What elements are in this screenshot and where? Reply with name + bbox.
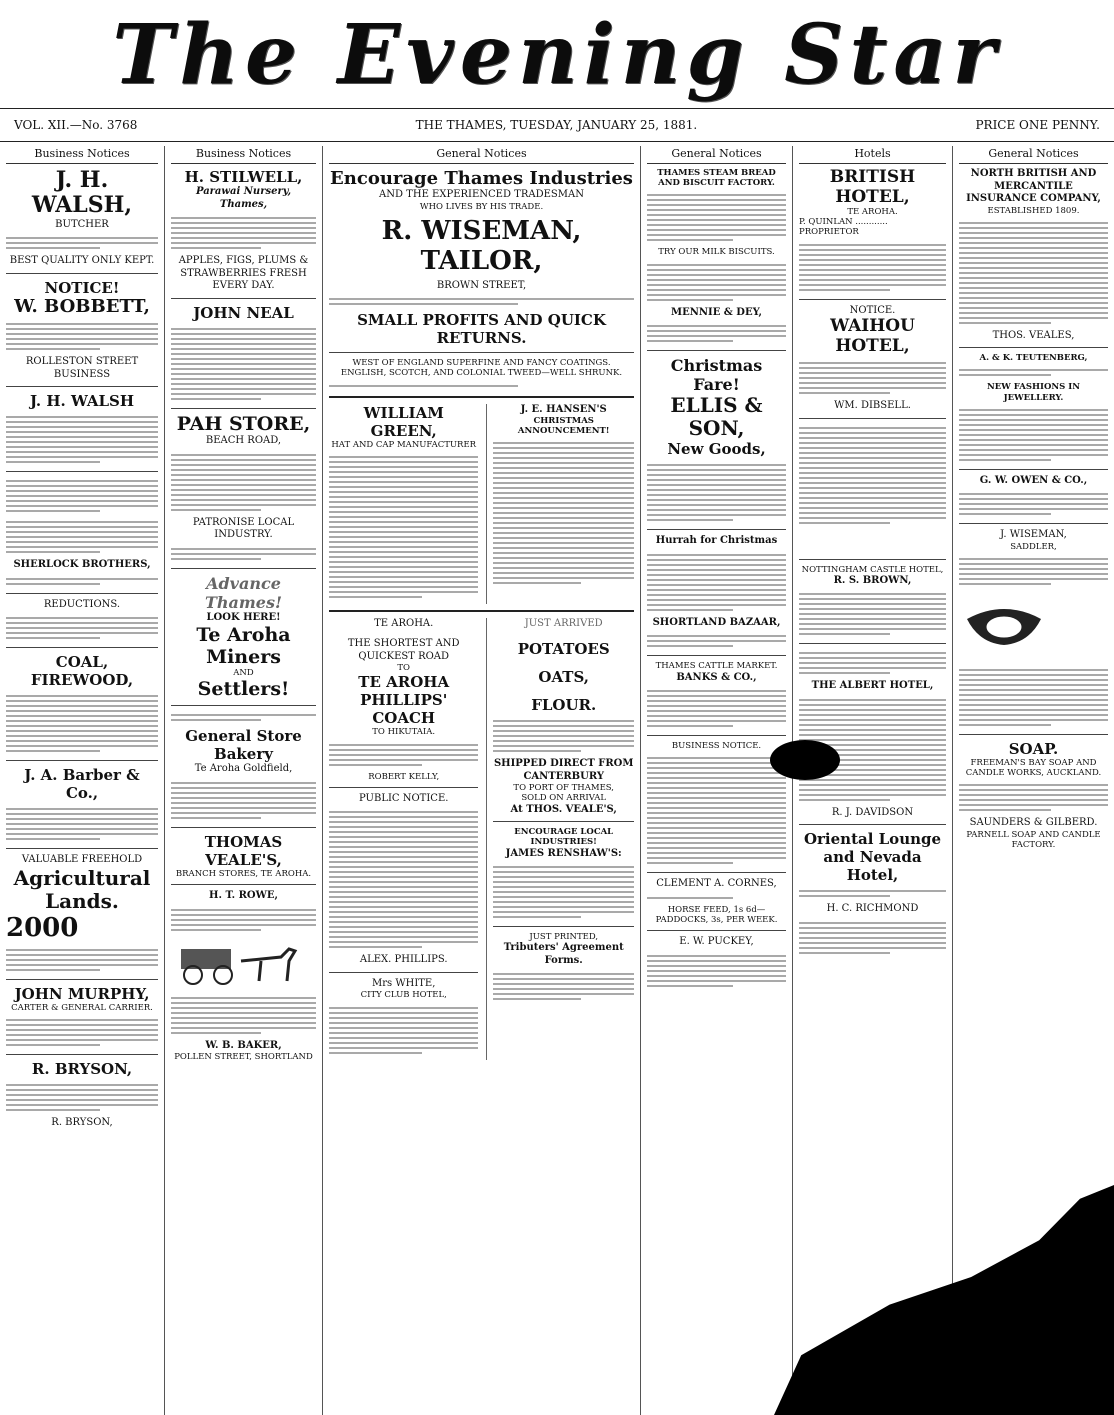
bryson-signature: R. BRYSON,	[51, 1116, 113, 1128]
baker-heading: W. B. BAKER,	[205, 1039, 282, 1051]
port-of-thames: TO PORT OF THAMES,	[513, 783, 614, 794]
text-block	[799, 359, 946, 397]
text-block	[6, 1016, 158, 1049]
te-aroha: TE AROHA.	[847, 207, 898, 218]
walsh-title-2: J. H. WALSH	[29, 392, 135, 411]
masthead	[0, 0, 1114, 110]
steam-bread: THAMES STEAM BREAD AND BISCUIT FACTORY.	[657, 168, 776, 189]
alex-phillips: ALEX. PHILLIPS.	[359, 954, 448, 966]
bobbett-title: W. BOBBETT,	[14, 295, 150, 317]
text-block	[647, 632, 786, 650]
text-block	[6, 692, 158, 755]
waihou-hotel: WAIHOU HOTEL,	[830, 316, 915, 356]
wiseman-saddler: J. WISEMAN,	[1000, 529, 1067, 541]
text-block	[959, 781, 1108, 814]
text-block	[6, 234, 158, 252]
english-scotch: ENGLISH, SCOTCH, AND COLONIAL TWEED—WELL SHRUNK.	[340, 368, 623, 379]
text-block	[6, 805, 158, 843]
rolleston-business: ROLLESTON STREET BUSINESS	[25, 356, 139, 380]
parnell-soap: PARNELL SOAP AND CANDLE FACTORY.	[966, 829, 1101, 850]
baker-address: POLLEN STREET, SHORTLAND	[174, 1052, 313, 1063]
look-here: LOOK HERE!	[206, 612, 281, 624]
shipped-direct: SHIPPED DIRECT FROM	[493, 758, 634, 770]
carriage-illustration	[171, 937, 311, 987]
christmas-fare: Christmas Fare!	[670, 356, 763, 395]
to-label: TO	[397, 663, 411, 674]
text-block	[171, 325, 316, 403]
text-block	[171, 545, 316, 563]
text-block	[329, 741, 478, 769]
text-block	[647, 461, 786, 524]
patronise: PATRONISE LOCAL INDUSTRY.	[192, 516, 295, 541]
text-block	[959, 555, 1108, 588]
branch-stores: BRANCH STORES, TE AROHA.	[175, 868, 312, 879]
text-block	[171, 214, 316, 252]
public-notice: PUBLIC NOTICE.	[358, 792, 449, 804]
sold-on-arrival: SOLD ON ARRIVAL	[521, 793, 607, 804]
barber-heading: J. A. Barber & Co.,	[24, 766, 140, 803]
nursery-heading: Parawai Nursery, Thames,	[195, 186, 292, 210]
text-block	[493, 717, 634, 755]
text-block	[171, 451, 316, 514]
puckey: E. W. PUCKEY,	[679, 936, 754, 948]
text-block	[6, 477, 158, 515]
text-block	[959, 406, 1108, 464]
rowe-heading: H. T. ROWE,	[209, 890, 278, 902]
text-block	[959, 666, 1108, 729]
price: PRICE ONE PENNY.	[975, 118, 1100, 132]
city-club: CITY CLUB HOTEL,	[360, 990, 447, 1001]
renshaw: JAMES RENSHAW'S:	[505, 847, 622, 859]
column-header: General Notices	[647, 146, 786, 164]
text-block	[647, 322, 786, 345]
freeman: FREEMAN'S BAY SOAP AND CANDLE WORKS, AUCKLAND.	[965, 757, 1102, 779]
place-and-date: THE THAMES, TUESDAY, JANUARY 25, 1881.	[415, 118, 698, 132]
murphy-sub: CARTER & GENERAL CARRIER.	[11, 1002, 153, 1013]
text-block	[647, 191, 786, 244]
veale-branch: THOMAS VEALE'S,	[204, 832, 283, 869]
potatoes-ad	[486, 618, 634, 1060]
text-block	[799, 649, 946, 677]
just-printed: JUST PRINTED,	[529, 932, 599, 942]
agricultural-lands: Agricultural Lands.	[13, 865, 151, 913]
pah-store: PAH STORE,	[176, 412, 311, 435]
text-block	[647, 952, 786, 990]
who-lives: WHO LIVES BY HIS TRADE.	[419, 201, 544, 212]
oats: OATS,	[538, 668, 589, 687]
column-header: General Notices	[329, 146, 634, 164]
mrs-white: Mrs WHITE,	[371, 977, 436, 989]
soap-heading: SOAP.	[1008, 739, 1059, 758]
text-block	[799, 241, 946, 294]
text-block	[799, 590, 946, 638]
davidson: R. J. DAVIDSON	[831, 806, 914, 818]
banks-co: BANKS & CO.,	[676, 671, 757, 683]
text-block	[329, 808, 478, 951]
goldfield: Te Aroha Goldfield,	[194, 763, 293, 775]
business-notice: BUSINESS NOTICE.	[671, 741, 762, 752]
text-block	[6, 518, 158, 556]
phillips-coach: PHILLIPS' COACH	[360, 691, 448, 728]
wiseman-tailor: R. WISEMAN, TAILOR,	[381, 215, 582, 276]
christmas-announcement: CHRISTMAS ANNOUNCEMENT!	[517, 416, 610, 437]
teutenberg: A. & K. TEUTENBERG,	[979, 353, 1088, 364]
rs-brown: R. S. BROWN,	[833, 574, 912, 586]
text-block	[799, 887, 946, 900]
text-block	[171, 779, 316, 822]
established: ESTABLISHED 1809.	[987, 205, 1080, 216]
west-of-england: WEST OF ENGLAND SUPERFINE AND FANCY COATINGS.	[352, 358, 611, 369]
north-british: NORTH BRITISH AND MERCANTILE INSURANCE COMPANY,	[966, 168, 1101, 204]
column-2	[165, 146, 323, 1415]
encourage-local: ENCOURAGE LOCAL INDUSTRIES!	[514, 827, 614, 848]
newspaper-title: The Evening Star	[112, 7, 1002, 103]
new-goods: New Goods,	[667, 440, 766, 459]
just-arrived: JUST ARRIVED	[524, 617, 603, 629]
thos-veales: THOS. VEALES,	[992, 329, 1075, 341]
text-block	[647, 551, 786, 614]
saddle-illustration	[959, 597, 1049, 653]
shortest: THE SHORTEST AND	[347, 638, 460, 650]
hansen-heading: J. E. HANSEN'S	[520, 403, 607, 415]
text-block	[6, 413, 158, 466]
text-block	[171, 711, 316, 724]
text-block	[171, 906, 316, 934]
acres-number: 2000	[6, 912, 79, 943]
text-block	[647, 754, 786, 867]
text-block	[171, 994, 316, 1037]
text-block	[329, 382, 634, 390]
owen-co: G. W. OWEN & CO.,	[979, 474, 1088, 486]
green-ad	[329, 404, 478, 604]
bakery: Bakery	[214, 745, 273, 764]
flour: FLOUR.	[531, 696, 597, 715]
ink-blot	[770, 740, 840, 780]
rotated-advertisements	[799, 424, 946, 554]
notice: NOTICE.	[849, 304, 896, 316]
bryson-heading: R. BRYSON,	[31, 1059, 133, 1078]
nottingham: NOTTINGHAM CASTLE HOTEL,	[801, 564, 944, 575]
text-block	[329, 453, 478, 601]
freehold-heading: VALUABLE FREEHOLD	[21, 854, 143, 866]
text-block	[647, 687, 786, 730]
shortland-bazaar: SHORTLAND BAZAAR,	[652, 616, 781, 628]
canterbury: CANTERBURY	[523, 770, 604, 782]
column-1	[0, 146, 165, 1415]
notice-heading: NOTICE!	[44, 278, 120, 297]
te-aroha-2: TE AROHA	[358, 673, 450, 692]
butcher-label: BUTCHER	[55, 218, 109, 230]
hansen-ad	[486, 404, 634, 604]
murphy-heading: JOHN MURPHY,	[14, 984, 150, 1003]
text-block	[493, 863, 634, 921]
quickest: QUICKEST ROAD	[358, 650, 450, 662]
text-block	[6, 1081, 158, 1114]
robert-kelly: ROBERT KELLY,	[368, 771, 440, 782]
hikutaia: TO HIKUTAIA.	[372, 727, 436, 738]
mennie-dey: MENNIE & DEY,	[671, 306, 762, 318]
pah-sub: BEACH ROAD,	[205, 435, 282, 447]
text-block	[329, 295, 634, 308]
text-block	[959, 366, 1108, 379]
column-header: Hotels	[799, 146, 946, 164]
stilwell-heading: H. STILWELL,	[184, 168, 303, 186]
text-block	[959, 219, 1108, 327]
text-block	[6, 320, 158, 353]
volume-number: VOL. XII.—No. 3768	[14, 118, 138, 132]
best-quality: BEST QUALITY ONLY KEPT.	[9, 255, 155, 267]
richmond: H. C. RICHMOND	[826, 903, 919, 915]
text-block	[493, 439, 634, 587]
text-block	[647, 261, 786, 304]
coal-heading: COAL, FIREWOOD,	[30, 653, 134, 690]
text-block	[799, 919, 946, 957]
potatoes: POTATOES	[517, 640, 610, 659]
column-header: Business Notices	[6, 146, 158, 164]
hat-manufacturer: HAT AND CAP MANUFACTURER	[331, 439, 477, 450]
text-block	[329, 1004, 478, 1057]
te-aroha-coach-ad	[329, 618, 478, 1060]
quinlan: P. QUINLAN ............ PROPRIETOR	[799, 217, 888, 238]
text-block	[647, 894, 786, 902]
clement-cornes: CLEMENT A. CORNES,	[656, 878, 777, 890]
and-label: AND	[233, 668, 254, 679]
reductions-heading: REDUCTIONS.	[43, 598, 121, 610]
dateline	[0, 108, 1114, 142]
miners-title: Miners	[206, 645, 281, 668]
cattle-market: THAMES CATTLE MARKET.	[655, 661, 778, 672]
column-3	[323, 146, 641, 1415]
at-thos-veale: At THOS. VEALE'S,	[510, 803, 617, 815]
te-aroha-heading: TE AROHA.	[374, 617, 434, 629]
advance-thames: Advance Thames!	[204, 573, 283, 613]
experienced: AND THE EXPERIENCED TRADESMAN	[379, 189, 584, 200]
dibsell: WM. DIBSELL.	[834, 400, 911, 412]
encourage-heading: Encourage Thames Industries	[330, 168, 633, 189]
general-store: General Store	[185, 727, 302, 746]
text-block	[6, 614, 158, 642]
new-fashions: NEW FASHIONS IN JEWELLERY.	[986, 382, 1081, 403]
albert-hotel: THE ALBERT HOTEL,	[811, 680, 934, 692]
text-block	[6, 575, 158, 588]
brown-street: BROWN STREET,	[436, 279, 527, 291]
settlers-title: Settlers!	[197, 677, 290, 700]
horse-feed: HORSE FEED, 1s 6d—PADDOCKS, 3s, PER WEEK.	[655, 904, 778, 925]
te-aroha-title: Te Aroha	[196, 623, 291, 646]
text-block	[959, 490, 1108, 518]
sherlock-brothers: SHERLOCK BROTHERS,	[13, 559, 151, 571]
small-profits: SMALL PROFITS AND QUICK RETURNS.	[357, 311, 606, 348]
neal-heading: JOHN NEAL	[193, 303, 294, 322]
saunders-gilberd: SAUNDERS & GILBERD.	[969, 817, 1098, 829]
column-4	[641, 146, 793, 1415]
column-5	[793, 146, 953, 1415]
text-block	[493, 970, 634, 1003]
hurrah: Hurrah for Christmas	[655, 535, 778, 547]
column-header: Business Notices	[171, 146, 316, 164]
column-header: General Notices	[959, 146, 1108, 164]
milk-biscuits: TRY OUR MILK BISCUITS.	[658, 247, 775, 258]
walsh-title: J. H. WALSH,	[31, 167, 133, 219]
green-heading: WILLIAM GREEN,	[363, 403, 444, 440]
oriental-lounge: Oriental Lounge and Nevada Hotel,	[803, 830, 942, 885]
apples-line: APPLES, FIGS, PLUMS & STRAWBERRIES FRESH EVERY DAY.	[178, 255, 309, 291]
saddler-label: SADDLER,	[1010, 541, 1057, 552]
british-hotel: BRITISH HOTEL,	[829, 167, 916, 207]
ellis-son: ELLIS & SON,	[670, 393, 763, 441]
tributers-forms: Tributers' Agreement Forms.	[503, 942, 624, 966]
text-block	[6, 946, 158, 974]
